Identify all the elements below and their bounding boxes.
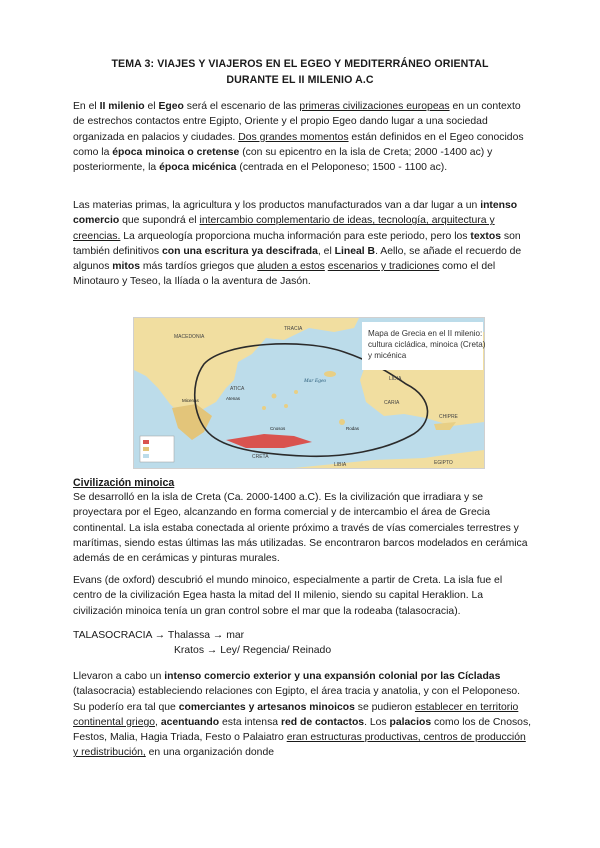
map-label: ATICA [230, 386, 245, 392]
text-run-bold: acentuando [160, 716, 220, 728]
text-run-bold: textos [470, 230, 502, 242]
text-run-underlined: primeras civilizaciones europeas [299, 101, 450, 112]
text-run-bold: intenso comercio [73, 200, 518, 227]
text-run: , el [317, 245, 335, 257]
map-island [262, 406, 266, 410]
map-label: EGIPTO [434, 460, 453, 466]
text-run: como el del Minotauro y Teseo, la Ilíada o la aventura de Jasón. [73, 261, 496, 288]
text-run-bold: red de contactos [280, 716, 365, 728]
text-run: Las materias primas, la agricultura y los productos manufacturados van a dar lugar a un [73, 200, 481, 211]
map-island-rhodes [339, 419, 345, 425]
title-line-2: DURANTE EL II MILENIO A.C [226, 73, 374, 86]
map-label: MACEDONIA [174, 334, 205, 340]
text-run: será el escenario de las [183, 101, 300, 112]
page-title [60, 57, 540, 88]
section-heading: Civilización minoica [73, 477, 175, 489]
text-run-bold: comerciantes y artesanos minoicos [178, 701, 355, 713]
text-run: se pudieron [354, 701, 415, 713]
text-run: en una organización donde [145, 747, 275, 759]
text-run: . Los [364, 716, 390, 728]
text-run: La arqueología proporciona mucha información para este periodo, pero los [120, 230, 471, 242]
text-run-bold: con una escritura ya descifrada [161, 245, 318, 257]
text-run-bold: intenso comercio exterior y una expansión colonial por las Cícladas [164, 671, 501, 682]
map-label: CHIPRE [439, 414, 458, 420]
paragraph-trade [73, 198, 533, 290]
text-run-underlined: Dos grandes momentos [238, 131, 349, 143]
text-run: (con su epicentro en la isla de Creta; 2000 -1400 ac) y posteriormente, la [73, 146, 493, 174]
text-run-bold: época micénica [159, 162, 237, 174]
etymology-line-1: TALASOCRACIA → Thalassa → mar [73, 630, 245, 641]
map-label: Mar Egeo [304, 378, 327, 384]
text-run-bold: Lineal B [334, 245, 376, 257]
map-label: CARIA [384, 400, 400, 406]
text-run: están definidos en el Egeo conocidos como la [73, 131, 524, 158]
map-island [284, 404, 288, 408]
paragraph-commerce [73, 669, 533, 761]
etymology-line-2-text: Kratos → Ley/ Regencia/ Reinado [174, 645, 332, 657]
text-run-underlined: intercambio complementario de ideas, tecnología, arquitectura y creencias. [73, 215, 495, 242]
text-run-underlined: establecer en territorio continental griego [73, 701, 519, 728]
etymology-line-2 [73, 643, 533, 658]
text-run: , [155, 716, 161, 728]
map-label: CRETA [252, 454, 269, 460]
paragraph-intro [73, 99, 533, 175]
paragraph-minoan: Se desarrolló en la isla de Creta (Ca. 2000-1400 a.C). Es la civilización que irradiara y se proyectara por el Egeo, alcanzando en forma comercial y de intercambio el área de Grecia continental. La isla estaba conectada al oriente próximo a través de vías comerciales terrestres y marítimas, siendo estas últimas las más utilizadas. Se encontraron barcos modelados en cerámica además de en cerámicas y pinturas murales. [73, 492, 528, 565]
text-run: Llevaron a cabo un [73, 671, 165, 682]
map-label: LIDIA [389, 376, 402, 382]
text-run-underlined: aluden a estos [257, 261, 325, 273]
text-run: el [144, 101, 159, 112]
map-label: Micenas [182, 398, 199, 403]
map-legend-swatch [143, 447, 149, 451]
map-label: Atenas [226, 396, 241, 401]
text-run: que supondrá el [119, 215, 200, 227]
map-island [294, 390, 298, 394]
map-label: TRACIA [284, 326, 303, 332]
etymology-block [73, 628, 533, 659]
map-label: Cnosos [270, 426, 286, 431]
text-run: más tardíos griegos que [140, 261, 258, 273]
map-label: LIBIA [334, 462, 347, 468]
map-island [272, 394, 277, 399]
text-run-underlined: eran estructuras productivas, centros de producción y redistribución, [73, 732, 526, 759]
text-run: . Aello, se añade el recuerdo de algunos [73, 245, 522, 273]
text-run-underlined: escenarios y tradiciones [327, 261, 440, 273]
map-legend-swatch [143, 440, 149, 444]
text-run: son también definitivos [73, 230, 521, 257]
text-run: como los de Cnosos, Festos, Malia, Hagia Triada, Festo o Palaiatro [73, 716, 532, 744]
paragraph-evans: Evans (de oxford) descubrió el mundo minoico, especialmente a partir de Creta. La isla fue el centro de la civilización Egea hasta la mitad del II milenio, siendo su capital Heraklion. La civilización minoica tenía un gran control sobre el mar que la rodeaba (talasocracia). [73, 575, 503, 617]
text-run: en un contexto de estrechos contactos entre Egipto, Oriente y el propio Egeo dando lugar a una sociedad organizada en palacios y ciudades. [73, 101, 521, 143]
map-caption: Mapa de Grecia en el II milenio: cultura cicládica, minoica (Creta) y micénica [368, 329, 486, 360]
text-run: (centrada en el Peloponeso; 1500 - 1100 ac). [236, 162, 448, 174]
title-line-1: TEMA 3: VIAJES Y VIAJEROS EN EL EGEO Y MEDITERRÁNEO ORIENTAL [111, 58, 489, 70]
map-label: Rodas [346, 426, 360, 431]
text-run: En el [73, 101, 100, 112]
text-run: (talasocracia) estableciendo relaciones con Egipto, el área tracia y anatolia, y con el Peloponeso. Su poderío era tal que [73, 686, 521, 713]
text-run-bold: época minoica o cretense [112, 146, 240, 158]
text-run-bold: Egeo [158, 101, 184, 112]
map-island [324, 371, 336, 377]
text-run: esta intensa [219, 716, 281, 728]
text-run-bold: mitos [112, 261, 141, 273]
text-run-bold: II milenio [99, 101, 145, 112]
text-run-bold: palacios [389, 716, 432, 728]
map-legend-swatch [143, 454, 149, 458]
